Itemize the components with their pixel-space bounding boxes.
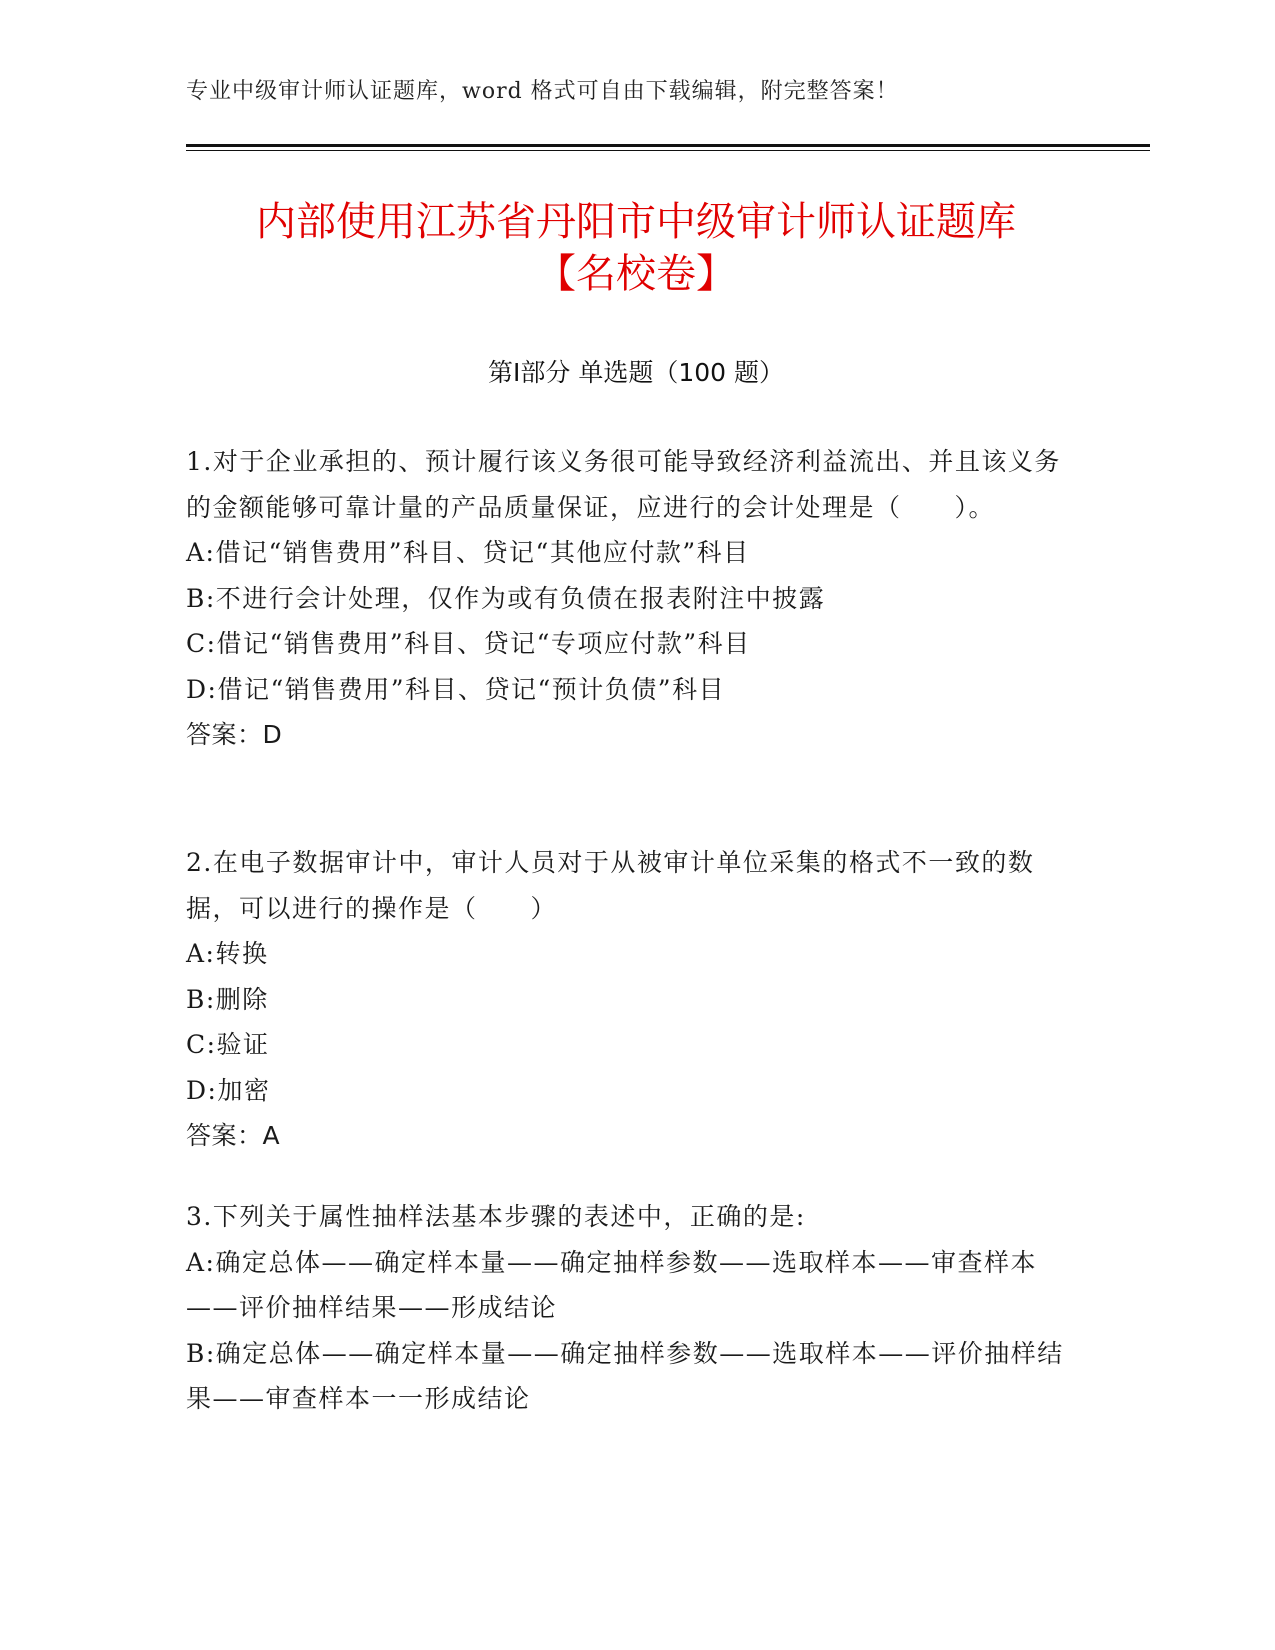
document-title-line1: 内部使用江苏省丹阳市中级审计师认证题库 xyxy=(256,199,1016,245)
option-c: C:借记“销售费用”科目、贷记“专项应付款”科目 xyxy=(186,629,751,658)
header-rule-thin xyxy=(186,150,1150,151)
option-a: A:借记“销售费用”科目、贷记“其他应付款”科目 xyxy=(186,538,750,567)
option-b: B:删除 xyxy=(186,984,269,1014)
option-a: A:转换 xyxy=(186,939,269,968)
option-b: B:确定总体——确定样本量——确定抽样参数——选取样本——评价抽样结果——审查样本一一形成结论 xyxy=(186,1338,1064,1413)
question-stem: 3.下列关于属性抽样法基本步骤的表述中，正确的是: xyxy=(186,1202,806,1231)
question-stem: 2.在电子数据审计中，审计人员对于从被审计单位采集的格式不一致的数据，可以进行的操作是（ ） xyxy=(186,848,1035,923)
header-rule-thick xyxy=(186,144,1150,147)
answer: 答案：D xyxy=(186,720,283,749)
document-title xyxy=(186,196,1086,300)
document-title-line2: 【名校卷】 xyxy=(536,251,736,297)
question-stem: 1.对于企业承担的、预计履行该义务很可能导致经济利益流出、并且该义务的金额能够可靠计量的产品质量保证，应进行的会计处理是（ ）。 xyxy=(186,447,1061,522)
option-d: D:加密 xyxy=(186,1075,271,1105)
answer: 答案：A xyxy=(186,1121,281,1150)
question-1 xyxy=(186,439,1066,758)
option-a: A:确定总体——确定样本量——确定抽样参数——选取样本——审查样本——评价抽样结果——形成结论 xyxy=(186,1247,1037,1322)
option-b: B:不进行会计处理，仅作为或有负债在报表附注中披露 xyxy=(186,583,826,613)
option-d: D:借记“销售费用”科目、贷记“预计负债”科目 xyxy=(186,674,726,704)
option-c: C:验证 xyxy=(186,1030,270,1059)
question-3 xyxy=(186,1194,1066,1422)
section-heading: 第Ⅰ部分 单选题（100 题） xyxy=(488,358,784,387)
question-2 xyxy=(186,840,1066,1159)
header-note: 专业中级审计师认证题库，word 格式可自由下载编辑，附完整答案！ xyxy=(186,79,899,104)
